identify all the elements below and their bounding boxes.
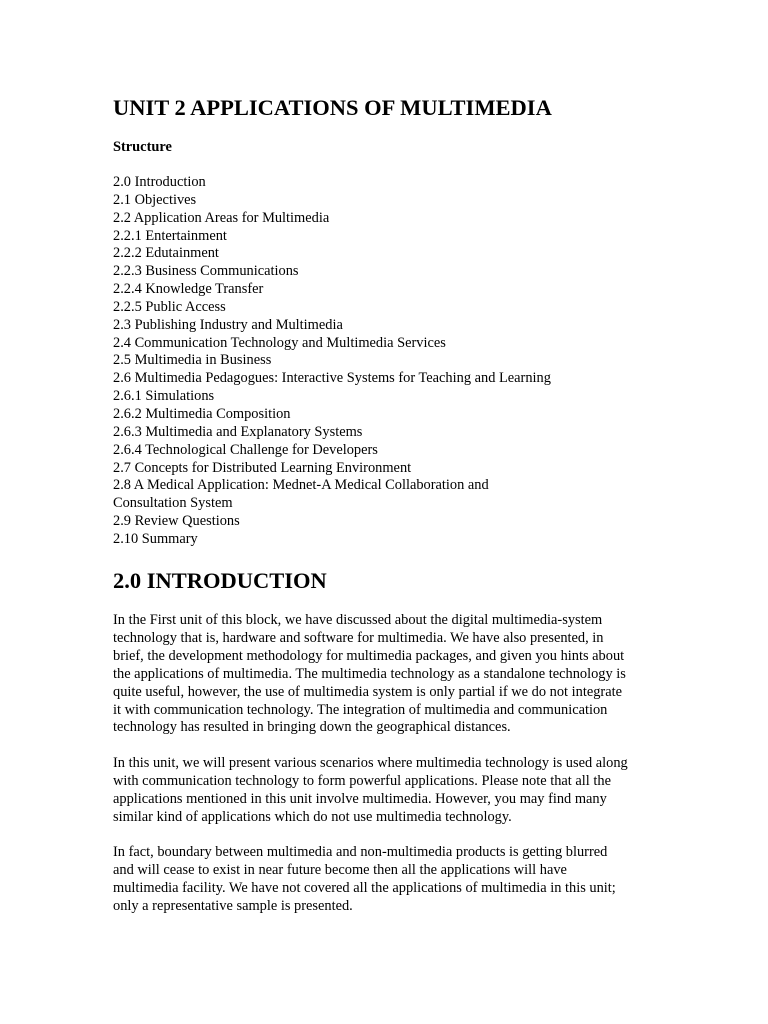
- toc-item: 2.2.1 Entertainment: [113, 227, 227, 244]
- paragraph-line: multimedia facility. We have not covered all the applications of multimedia in this unit;: [113, 879, 616, 896]
- intro-paragraph-1: [113, 612, 658, 737]
- paragraph-line: technology has resulted in bringing down the geographical distances.: [113, 719, 511, 736]
- toc-item: 2.1 Objectives: [113, 191, 197, 208]
- toc-item: 2.2.4 Knowledge Transfer: [113, 281, 264, 298]
- toc-item: 2.7 Concepts for Distributed Learning Environment: [113, 459, 412, 476]
- toc-item: 2.10 Summary: [113, 530, 198, 547]
- paragraph-line: In fact, boundary between multimedia and non-multimedia products is getting blurred: [113, 844, 608, 860]
- toc-item: 2.6.3 Multimedia and Explanatory Systems: [113, 423, 363, 440]
- toc-item: Consultation System: [113, 495, 233, 512]
- toc-item: 2.2 Application Areas for Multimedia: [113, 209, 330, 226]
- toc-item: 2.0 Introduction: [113, 174, 206, 190]
- toc-item: 2.5 Multimedia in Business: [113, 352, 272, 369]
- structure-label: Structure: [113, 139, 172, 155]
- toc-item: 2.2.5 Public Access: [113, 298, 226, 315]
- paragraph-line: it with communication technology. The integration of multimedia and communication: [113, 701, 608, 718]
- paragraph-line: and will cease to exist in near future become then all the applications will have: [113, 861, 567, 878]
- toc-item: 2.6.2 Multimedia Composition: [113, 405, 291, 422]
- toc-item: 2.3 Publishing Industry and Multimedia: [113, 316, 343, 333]
- paragraph-line: only a representative sample is presented.: [113, 897, 353, 914]
- paragraph-line: applications mentioned in this unit involve multimedia. However, you may find many: [113, 790, 607, 807]
- paragraph-line: similar kind of applications which do not use multimedia technology.: [113, 808, 512, 825]
- section-heading: 2.0 INTRODUCTION: [113, 568, 327, 593]
- toc-item: 2.6.4 Technological Challenge for Developers: [113, 441, 378, 458]
- toc-item: 2.9 Review Questions: [113, 513, 240, 530]
- toc-item: 2.6.1 Simulations: [113, 388, 215, 405]
- paragraph-line: with communication technology to form powerful applications. Please note that all the: [113, 772, 611, 789]
- toc-item: 2.2.2 Edutainment: [113, 245, 219, 262]
- unit-title: UNIT 2 APPLICATIONS OF MULTIMEDIA: [113, 95, 552, 120]
- paragraph-line: the applications of multimedia. The multimedia technology as a standalone technology is: [113, 665, 626, 682]
- intro-paragraph-2: [113, 755, 658, 827]
- paragraph-line: brief, the development methodology for multimedia packages, and given you hints about: [113, 647, 625, 664]
- table-of-contents: [113, 174, 551, 549]
- paragraph-line: In the First unit of this block, we have discussed about the digital multimedia-system: [113, 612, 603, 628]
- paragraph-line: quite useful, however, the use of multimedia system is only partial if we do not integrate: [113, 683, 622, 700]
- toc-item: 2.4 Communication Technology and Multimedia Services: [113, 334, 446, 351]
- intro-paragraph-3: [113, 844, 658, 916]
- toc-item: 2.8 A Medical Application: Mednet-A Medical Collaboration and: [113, 477, 489, 494]
- toc-item: 2.6 Multimedia Pedagogues: Interactive Systems for Teaching and Learning: [113, 370, 551, 387]
- paragraph-line: In this unit, we will present various scenarios where multimedia technology is used along: [113, 755, 628, 771]
- toc-item: 2.2.3 Business Communications: [113, 263, 299, 280]
- paragraph-line: technology that is, hardware and software for multimedia. We have also presented, in: [113, 629, 604, 646]
